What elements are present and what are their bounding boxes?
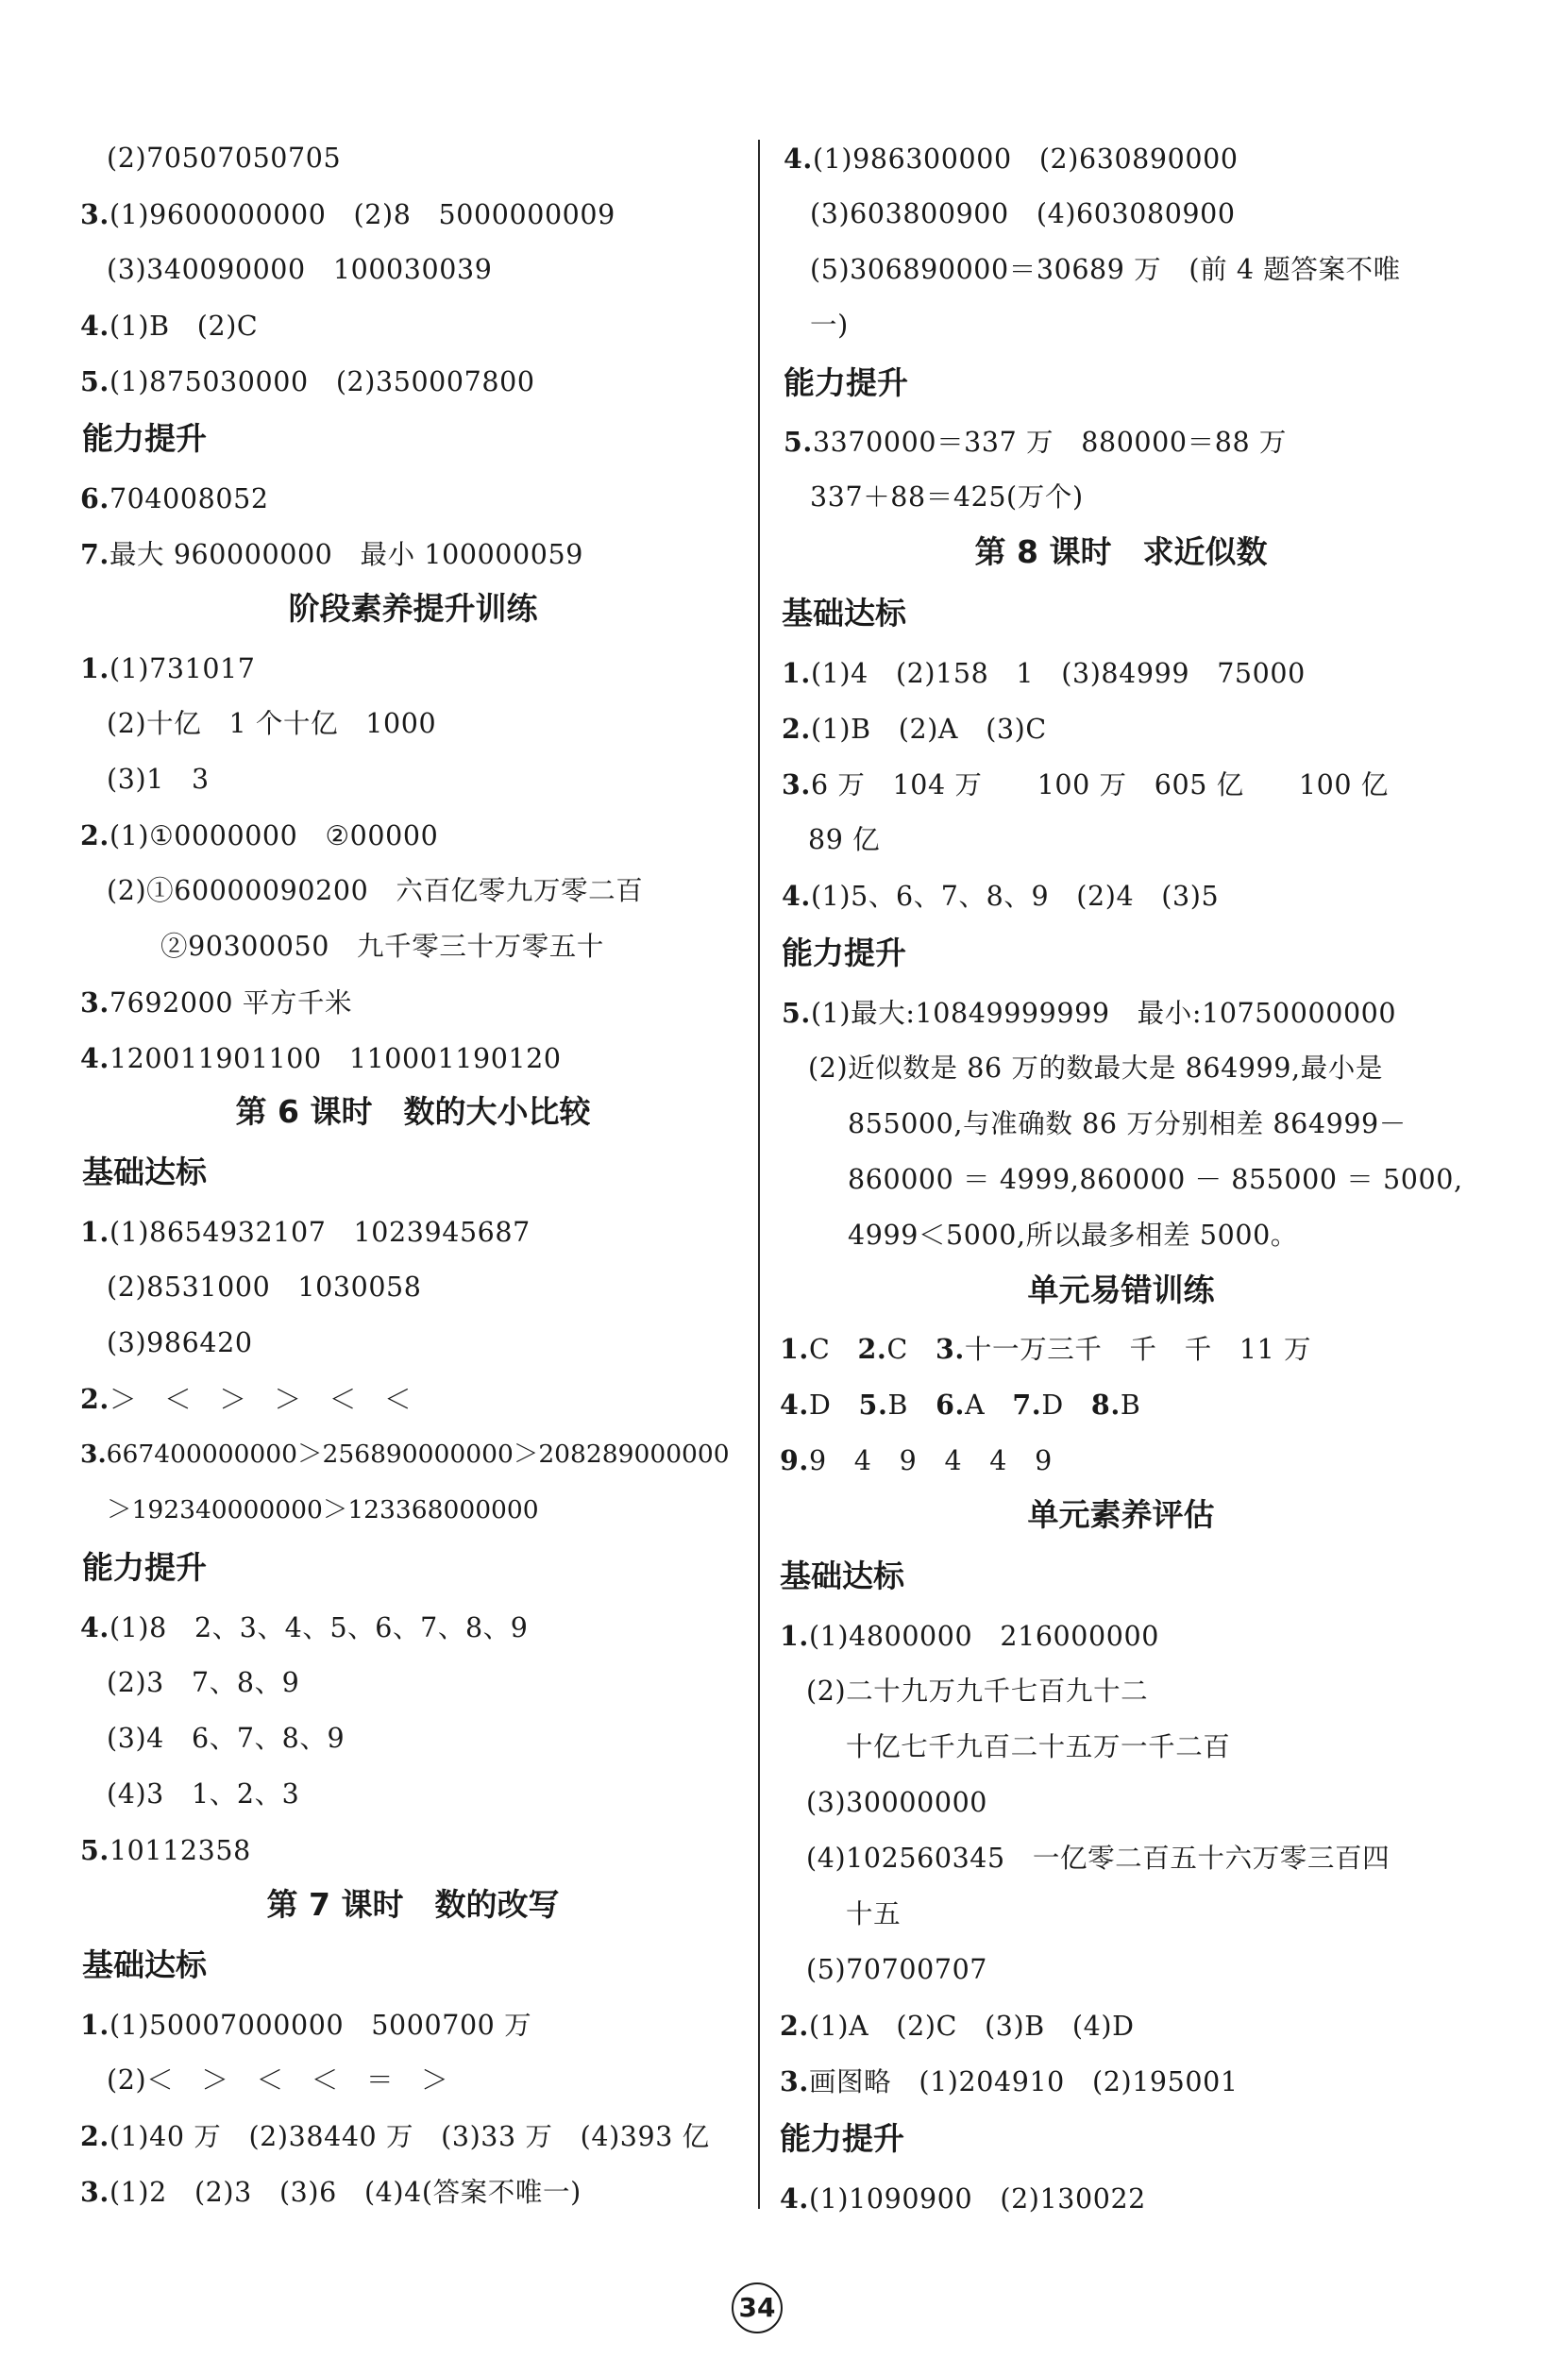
subsection-heading: 能力提升 [780,2120,904,2157]
answer-line: 4.(1)5、6、7、8、9 (2)4 (3)5 [782,880,1220,912]
answer-line: (2)①60000090200 六百亿零九万零二百 [107,875,644,906]
answer-line: 4.120011901100 110001190120 [80,1042,562,1074]
answer-line: (2)3 7、8、9 [107,1667,300,1698]
column-divider [758,140,760,2209]
section-heading: 第 7 课时 数的改写 [266,1886,560,1923]
answer-line: 十五 [846,1898,902,1929]
answer-line: 1.(1)731017 [80,652,256,684]
answer-line: (3)30000000 [806,1787,988,1818]
section-heading: 单元素养评估 [1027,1496,1215,1533]
answer-line: 1.(1)4 (2)158 1 (3)84999 75000 [782,657,1306,689]
subsection-heading: 能力提升 [784,364,908,401]
section-heading: 第 8 课时 求近似数 [974,533,1268,570]
answer-line: (3)1 3 [107,764,210,795]
answer-line: 89 亿 [808,824,881,855]
answer-line: (2)＜ ＞ ＜ ＜ ＝ ＞ [107,2064,449,2096]
answer-line: (4)3 1、2、3 [107,1778,300,1810]
answer-line: 2.(1)40 万 (2)38440 万 (3)33 万 (4)393 亿 [80,2120,710,2152]
section-heading: 单元易错训练 [1027,1272,1215,1308]
answer-line: 5.10112358 [80,1834,251,1866]
answer-line: 4.(1)B (2)C [80,310,259,342]
answer-line: (3)4 6、7、8、9 [107,1723,346,1754]
answer-line: (2)8531000 1030058 [107,1272,422,1303]
answer-line: ②90300050 九千零三十万零五十 [160,931,604,962]
answer-line: 337＋88＝425(万个) [810,481,1084,513]
page-number-badge: 34 [732,2282,783,2333]
answer-line: 4.(1)8 2、3、4、5、6、7、8、9 [80,1611,529,1643]
answer-line: 4.(1)986300000 (2)630890000 [784,143,1239,175]
answer-line: 2.(1)①0000000 ②00000 [80,819,439,851]
answer-line: (3)603800900 (4)603080900 [810,198,1236,229]
answer-line: 2.(1)A (2)C (3)B (4)D [780,2010,1135,2042]
answer-line: 3.667400000000＞256890000000＞208289000000 [80,1440,730,1469]
answer-line: (2)十亿 1 个十亿 1000 [107,708,437,739]
answer-line: (2)70507050705 [107,143,342,174]
answer-line: (2)二十九万九千七百九十二 [806,1676,1149,1707]
answer-line: 5.3370000＝337 万 880000＝88 万 [784,426,1287,458]
answer-line: (4)102560345 一亿零二百五十六万零三百四 [806,1843,1391,1874]
answer-line: 3.(1)2 (2)3 (3)6 (4)4(答案不唯一) [80,2176,582,2208]
subsection-heading: 能力提升 [782,935,906,971]
answer-line: 5.(1)最大:10849999999 最小:10750000000 [782,997,1397,1029]
answer-line: 5.(1)875030000 (2)350007800 [80,365,535,397]
answer-line: 2.＞ ＜ ＞ ＞ ＜ ＜ [80,1383,413,1415]
answer-line: 1.(1)8654932107 1023945687 [80,1216,531,1248]
subsection-heading: 基础达标 [82,1154,207,1190]
section-heading: 第 6 课时 数的大小比较 [235,1093,591,1130]
answer-line: 6.704008052 [80,482,269,514]
answer-line: 3.画图略 (1)204910 (2)195001 [780,2065,1239,2097]
answer-line: (5)70700707 [806,1954,988,1985]
answer-line: 2.(1)B (2)A (3)C [782,713,1047,745]
answer-line: (5)306890000＝30689 万 (前 4 题答案不唯 [810,254,1401,285]
answer-line: 4.D 5.B 6.A 7.D 8.B [780,1389,1141,1421]
answer-line: 7.最大 960000000 最小 100000059 [80,538,583,570]
answer-line: (2)近似数是 86 万的数最大是 864999,最小是 [808,1053,1383,1084]
answer-line: (3)340090000 100030039 [107,254,493,285]
answer-line: 3.(1)9600000000 (2)8 5000000009 [80,198,615,230]
answer-line: 1.C 2.C 3.十一万三千 千 千 11 万 [780,1333,1312,1365]
answer-line: 1.(1)50007000000 5000700 万 [80,2009,532,2041]
answer-line: 855000,与准确数 86 万分别相差 864999－ [848,1108,1407,1139]
answer-line: ＞192340000000＞123368000000 [107,1495,539,1524]
answer-line: (3)986420 [107,1327,253,1358]
answer-line: 一) [810,310,849,341]
answer-line: 3.7692000 平方千米 [80,986,353,1019]
answer-line: 9.9 4 9 4 4 9 [780,1444,1053,1476]
answer-line: 4.(1)1090900 (2)130022 [780,2182,1146,2215]
answer-line: 1.(1)4800000 216000000 [780,1620,1159,1652]
subsection-heading: 基础达标 [82,1946,207,1983]
subsection-heading: 能力提升 [82,420,207,457]
answer-line: 860000 ＝ 4999,860000 － 855000 ＝ 5000, [848,1164,1463,1195]
section-heading: 阶段素养提升训练 [288,590,538,627]
subsection-heading: 基础达标 [782,595,906,632]
subsection-heading: 基础达标 [780,1558,904,1594]
answer-line: 十亿七千九百二十五万一千二百 [846,1731,1231,1762]
answer-line: 4999＜5000,所以最多相差 5000。 [848,1220,1298,1251]
subsection-heading: 能力提升 [82,1549,207,1586]
answer-line: 3.6 万 104 万 100 万 605 亿 100 亿 [782,768,1389,800]
